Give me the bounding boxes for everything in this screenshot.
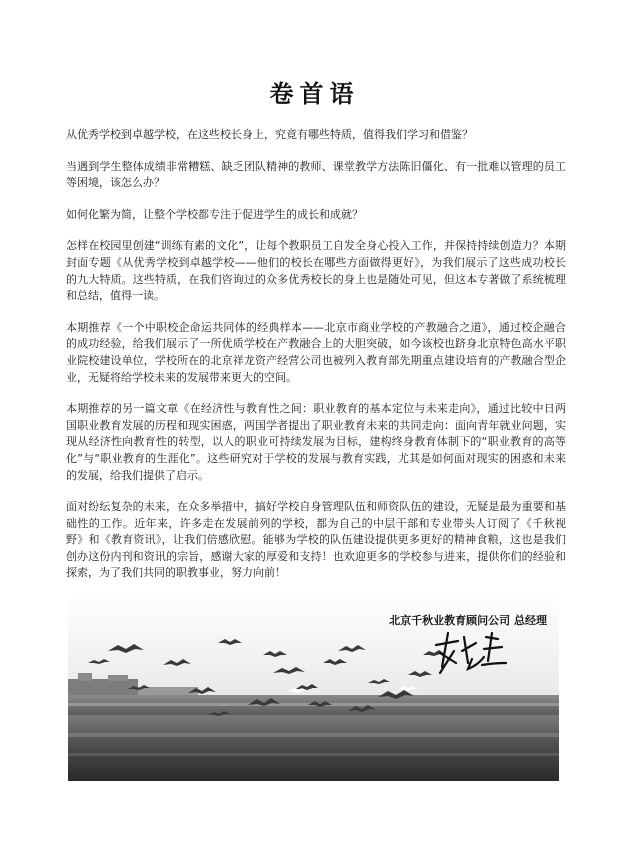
paragraph: 面对纷纭复杂的未来，在众多举措中，搞好学校自身管理队伍和师资队伍的建设，无疑是最为重要和基础性的工作。近年来，许多走在发展前列的学校，都为自己的中层干部和专业带头人订阅了《千秋视野》和《教育资讯》，让我们倍感欣慰。能够为学校的队伍建设提供更多更好的精神食粮，这也是我们创办这份内刊和资讯的宗旨，感谢大家的厚爱和支持！也欢迎更多的学校参与进来，提供你们的经验和探索，为了我们共同的职教事业，努力向前！ bbox=[66, 500, 566, 580]
paragraph: 当遇到学生整体成绩非常糟糕、缺乏团队精神的教师、课堂教学方法陈旧僵化、有一批难以管理的员工等困境，该怎么办？ bbox=[66, 159, 566, 190]
signature-block bbox=[389, 612, 547, 628]
signer-title: 北京千秋业教育顾问公司 总经理 bbox=[389, 614, 547, 627]
paragraph: 从优秀学校到卓越学校，在这些校长身上，究竟有哪些特质，值得我们学习和借鉴？ bbox=[66, 128, 473, 141]
paragraph: 本期推荐的另一篇文章《在经济性与教育性之间：职业教育的基本定位与未来走向》，通过比较中日两国职业教育发展的历程和现实困惑，两国学者提出了职业教育未来的共同走向：面向青年就业问题，实现从经济性向教育性的转型，以人的职业可持续发展为目标，建构终身教育体制下的“职业教育的高等化”与“职业教育的生涯化”。这些研究对于学校的发展与教育实践，尤其是如何面对现实的困惑和未来的发展，给我们提供了启示。 bbox=[66, 402, 566, 482]
page-title: 卷首语 bbox=[269, 79, 360, 108]
paragraph: 如何化繁为简，让整个学校都专注于促进学生的成长和成就？ bbox=[66, 207, 363, 221]
paragraph: 本期推荐《一个中职校企命运共同体的经典样本——北京市商业学校的产教融合之道》，通过校企融合的成功经验，给我们展示了一所优质学校在产教融合上的大胆突破，如今该校也跻身北京特色高水平职业院校建设单位，学校所在的北京祥龙资产经营公司也被列入教育部先期重点建设培育的产教融合型企业，无疑将给学校未来的发展带来更大的空间。 bbox=[66, 320, 566, 384]
paragraph: 怎样在校园里创建“训练有素的文化”，让每个教职员工自发全身心投入工作，并保持持续创造力？本期封面专题《从优秀学校到卓越学校——他们的校长在哪些方面做得更好》，为我们展示了这些成功校长的九大特质。这些特质，在我们咨询过的众多优秀校长的身上也是随处可见，但这本专著做了系统梳理和总结，值得一读。 bbox=[66, 239, 566, 303]
article-body bbox=[66, 127, 566, 597]
